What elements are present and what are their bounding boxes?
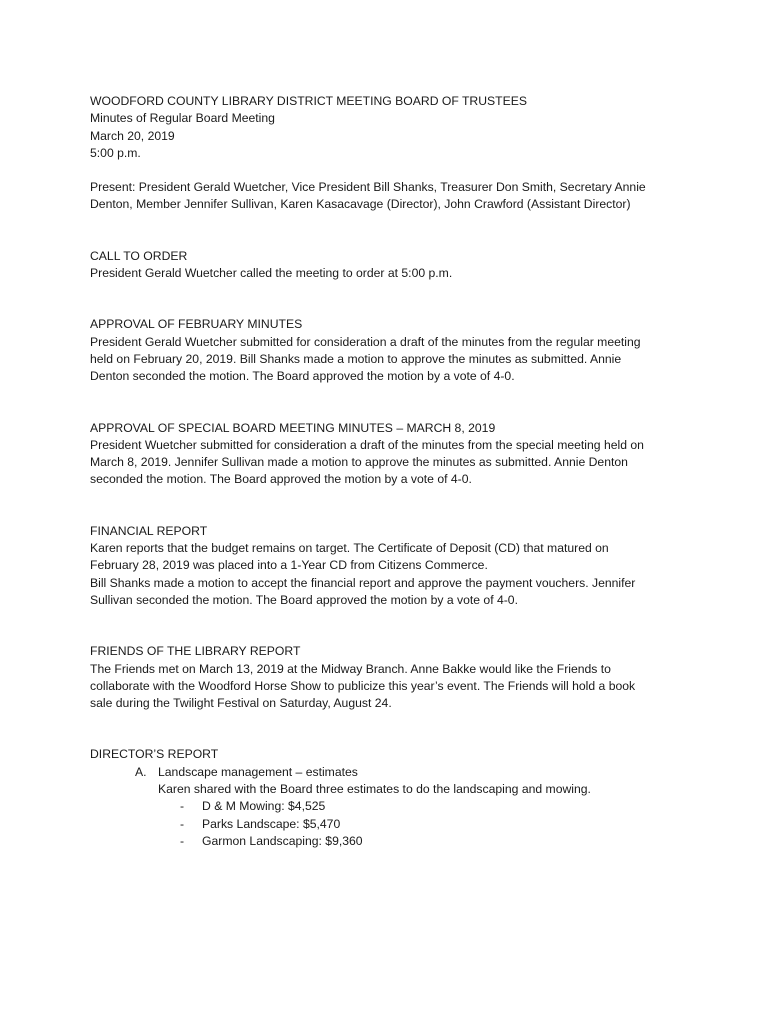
february-minutes-section <box>90 316 690 385</box>
attendance-line: Present: President Gerald Wuetcher, Vice President Bill Shanks, Treasurer Don Smith, Secretary Annie <box>90 180 646 195</box>
section-text: seconded the motion. The Board approved the motion by a vote of 4-0. <box>90 472 472 487</box>
section-text: Karen reports that the budget remains on target. The Certificate of Deposit (CD) that matured on <box>90 541 609 556</box>
attendance-section <box>90 179 690 214</box>
list-item-text: Karen shared with the Board three estimates to do the landscaping and mowing. <box>158 782 591 797</box>
financial-report-section <box>90 523 690 609</box>
list-item-a <box>90 764 690 781</box>
estimates-list <box>90 798 690 850</box>
section-text: Bill Shanks made a motion to accept the financial report and approve the payment vouchers. Jennifer <box>90 575 636 590</box>
section-text: sale during the Twilight Festival on Saturday, August 24. <box>90 696 392 711</box>
section-text: collaborate with the Woodford Horse Show to publicize this year’s event. The Friends will hold a book <box>90 678 636 693</box>
bullet-dash: - <box>180 833 185 848</box>
document-subtitle: Minutes of Regular Board Meeting <box>90 111 275 126</box>
special-minutes-section <box>90 420 690 489</box>
list-item <box>180 798 690 815</box>
section-heading: DIRECTOR’S REPORT <box>90 747 219 762</box>
section-text: President Gerald Wuetcher submitted for consideration a draft of the minutes from the regular meeting <box>90 334 641 349</box>
section-text: Sullivan seconded the motion. The Board approved the motion by a vote of 4-0. <box>90 592 518 607</box>
list-item <box>180 833 690 850</box>
section-text: held on February 20, 2019. Bill Shanks made a motion to approve the minutes as submitted. Annie <box>90 351 622 366</box>
attendance-line: Denton, Member Jennifer Sullivan, Karen Kasacavage (Director), John Crawford (Assistant Director) <box>90 197 631 212</box>
estimate-text: Parks Landscape: $5,470 <box>202 816 341 831</box>
section-text: President Gerald Wuetcher called the meeting to order at 5:00 p.m. <box>90 266 453 281</box>
section-text: The Friends met on March 13, 2019 at the Midway Branch. Anne Bakke would like the Friends to <box>90 661 611 676</box>
friends-report-section <box>90 643 690 712</box>
estimate-text: Garmon Landscaping: $9,360 <box>202 833 363 848</box>
document-title: WOODFORD COUNTY LIBRARY DISTRICT MEETING BOARD OF TRUSTEES <box>90 94 527 108</box>
call-to-order-section <box>90 248 690 283</box>
document-page <box>90 93 690 850</box>
bullet-dash: - <box>180 816 185 831</box>
meeting-time: 5:00 p.m. <box>90 145 141 160</box>
section-text: President Wuetcher submitted for consideration a draft of the minutes from the special meeting held on <box>90 437 644 452</box>
section-text: February 28, 2019 was placed into a 1-Year CD from Citizens Commerce. <box>90 558 488 573</box>
list-item-title: Landscape management – estimates <box>158 764 358 779</box>
section-heading: APPROVAL OF FEBRUARY MINUTES <box>90 317 303 332</box>
estimate-text: D & M Mowing: $4,525 <box>202 799 326 814</box>
list-marker: A. <box>135 764 147 779</box>
section-text: March 8, 2019. Jennifer Sullivan made a motion to approve the minutes as submitted. Annie Denton <box>90 455 628 470</box>
section-heading: APPROVAL OF SPECIAL BOARD MEETING MINUTES – MARCH 8, 2019 <box>90 420 496 435</box>
director-report-section <box>90 746 690 850</box>
section-heading: CALL TO ORDER <box>90 248 188 263</box>
meeting-date: March 20, 2019 <box>90 128 175 143</box>
document-header <box>90 93 690 162</box>
section-heading: FRIENDS OF THE LIBRARY REPORT <box>90 644 301 659</box>
list-item <box>180 816 690 833</box>
section-text: Denton seconded the motion. The Board approved the motion by a vote of 4-0. <box>90 369 515 384</box>
section-heading: FINANCIAL REPORT <box>90 523 208 538</box>
bullet-dash: - <box>180 799 185 814</box>
